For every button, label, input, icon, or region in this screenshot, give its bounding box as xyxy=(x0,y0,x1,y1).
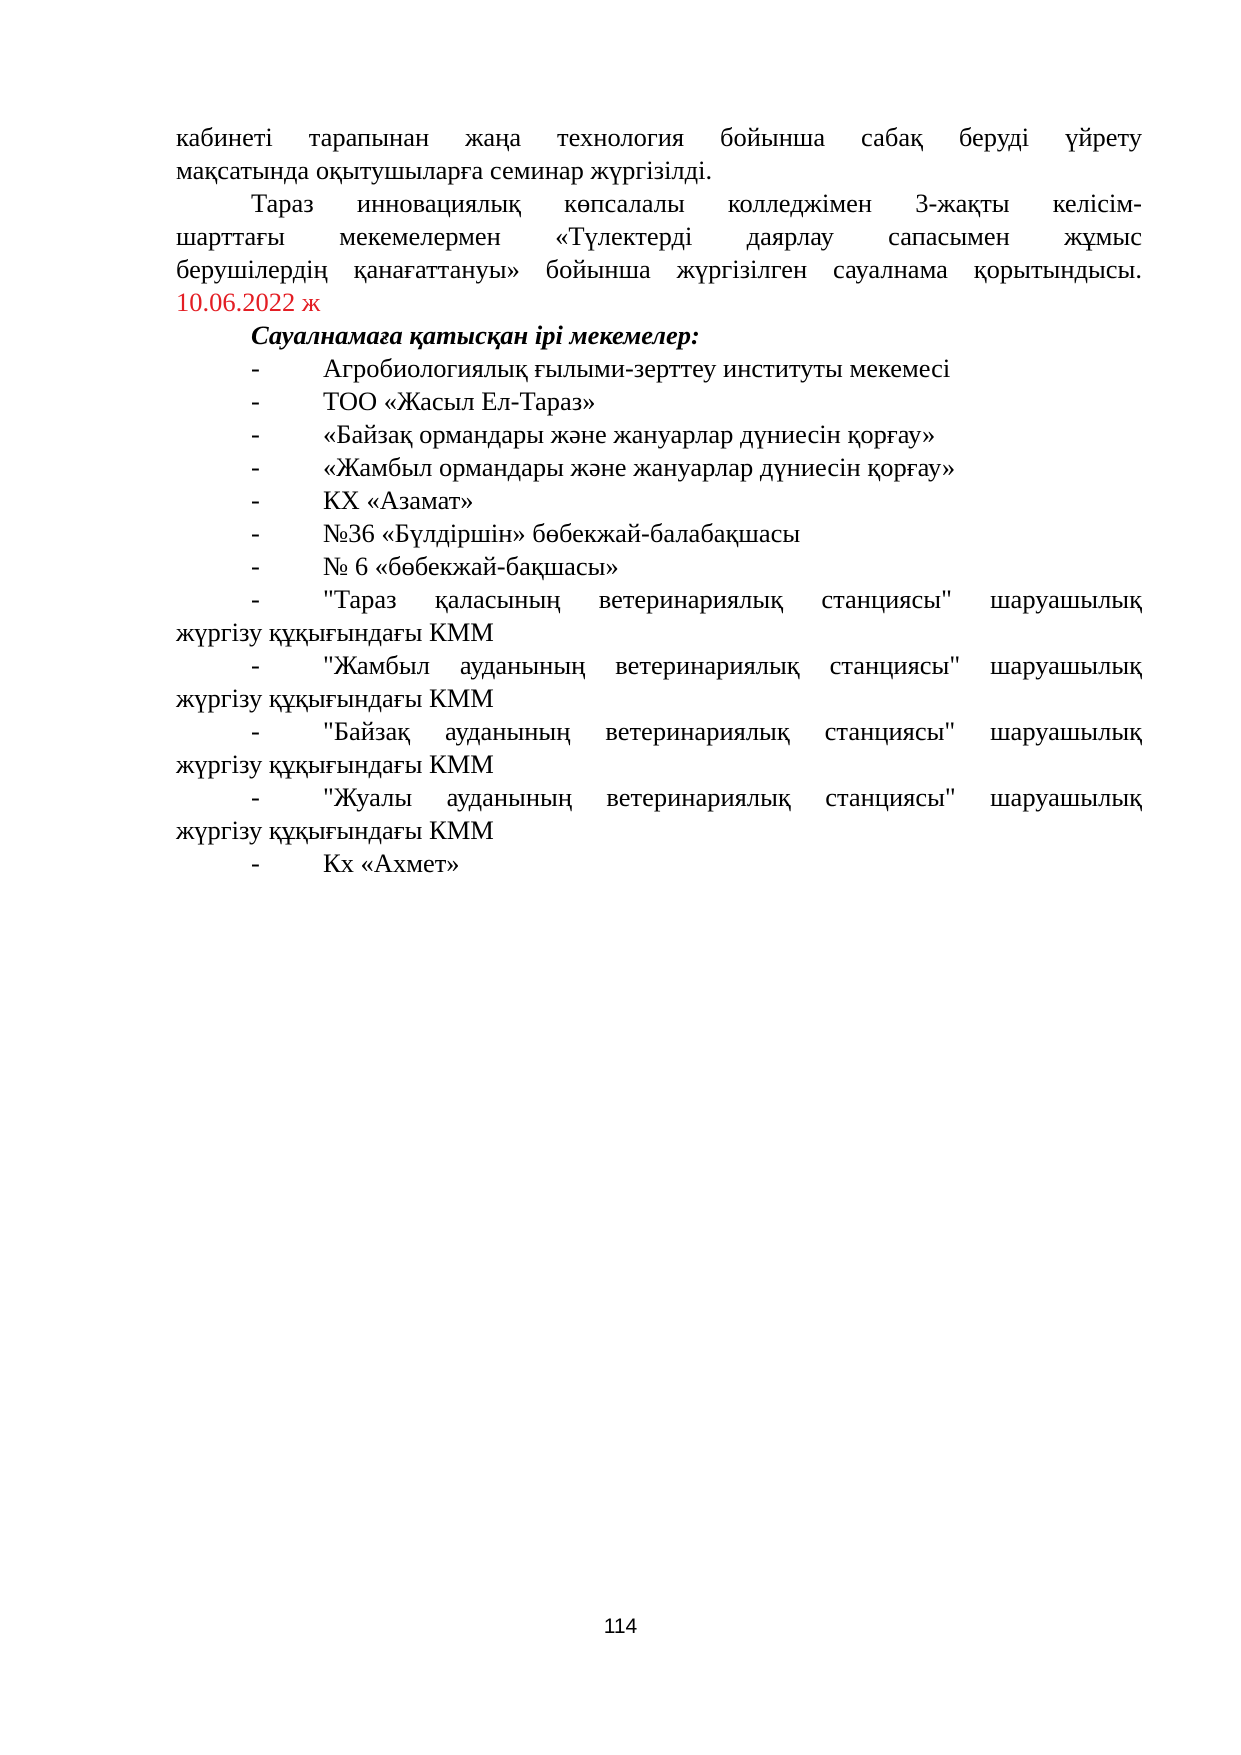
list-item xyxy=(176,451,1142,484)
list-item xyxy=(176,352,1142,385)
paragraph-1-line-2: мақсатында оқытушыларға семинар жүргізілді. xyxy=(176,155,713,185)
list-item xyxy=(176,385,1142,418)
list-heading: Сауалнамаға қатысқан ірі мекемелер: xyxy=(251,320,700,350)
list-item-text: №36 «Бүлдіршін» бөбекжай-балабақшасы xyxy=(323,518,801,548)
list-item-text: ТОО «Жасыл Ел-Тараз» xyxy=(323,386,596,416)
list-item xyxy=(176,583,1142,649)
paragraph-2-line-3: берушілердің қанағаттануы» бойынша жүргізілген сауалнама қорытындысы. xyxy=(176,254,1142,284)
list-item-text: "Тараз қаласының ветеринариялық станциясы" шаруашылық xyxy=(323,584,1142,614)
list-dash: - xyxy=(251,551,260,581)
list-item xyxy=(176,418,1142,451)
list-dash: - xyxy=(251,419,260,449)
list-item-text: "Байзақ ауданының ветеринариялық станциясы" шаруашылық xyxy=(323,716,1142,746)
list-item-text: "Жамбыл ауданының ветеринариялық станциясы" шаруашылық xyxy=(323,650,1142,680)
list-item-line-1 xyxy=(176,781,1142,814)
list-item xyxy=(176,847,1142,880)
list-dash: - xyxy=(251,782,260,812)
list-item-text: «Жамбыл ормандары және жануарлар дүниесін қорғау» xyxy=(323,452,956,482)
list-item xyxy=(176,781,1142,847)
paragraph-1-line-1: кабинеті тарапынан жаңа технология бойынша сабақ беруді үйрету xyxy=(176,122,1142,152)
list-dash: - xyxy=(251,584,260,614)
list-item-line-2: жүргізу құқығындағы КММ xyxy=(176,617,494,647)
paragraph-2-line-2: шарттағы мекемелермен «Түлектерді даярлау сапасымен жұмыс xyxy=(176,221,1142,251)
list-item-line-1 xyxy=(176,649,1142,682)
list-dash: - xyxy=(251,848,260,878)
list-item xyxy=(176,550,1142,583)
survey-date: 10.06.2022 ж xyxy=(176,287,321,317)
list-dash: - xyxy=(251,452,260,482)
list-dash: - xyxy=(251,716,260,746)
list-item-line-2: жүргізу құқығындағы КММ xyxy=(176,815,494,845)
list-item-line-1 xyxy=(176,715,1142,748)
list-item-text: "Жуалы ауданының ветеринариялық станциясы" шаруашылық xyxy=(323,782,1142,812)
list-item-text: КХ «Азамат» xyxy=(323,485,474,515)
list-dash: - xyxy=(251,386,260,416)
list-dash: - xyxy=(251,518,260,548)
list-item-text: Агробиологиялық ғылыми-зерттеу институты мекемесі xyxy=(323,353,951,383)
list-item-line-1 xyxy=(176,583,1142,616)
list-item xyxy=(176,649,1142,715)
paragraph-2-line-1: Тараз инновациялық көпсалалы колледжімен 3-жақты келісім- xyxy=(251,188,1142,218)
list-item-text: № 6 «бөбекжай-бақшасы» xyxy=(323,551,619,581)
list-item xyxy=(176,517,1142,550)
list-item-text: «Байзақ ормандары және жануарлар дүниесін қорғау» xyxy=(323,419,936,449)
list-dash: - xyxy=(251,485,260,515)
list-item xyxy=(176,484,1142,517)
list-item-text: Кх «Ахмет» xyxy=(323,848,460,878)
list-item-line-2: жүргізу құқығындағы КММ xyxy=(176,749,494,779)
document-body xyxy=(176,121,1142,880)
page-number: 114 xyxy=(603,1615,638,1638)
list-dash: - xyxy=(251,353,260,383)
list-item xyxy=(176,715,1142,781)
list-item-line-2: жүргізу құқығындағы КММ xyxy=(176,683,494,713)
list-dash: - xyxy=(251,650,260,680)
organizations-list xyxy=(176,352,1142,880)
